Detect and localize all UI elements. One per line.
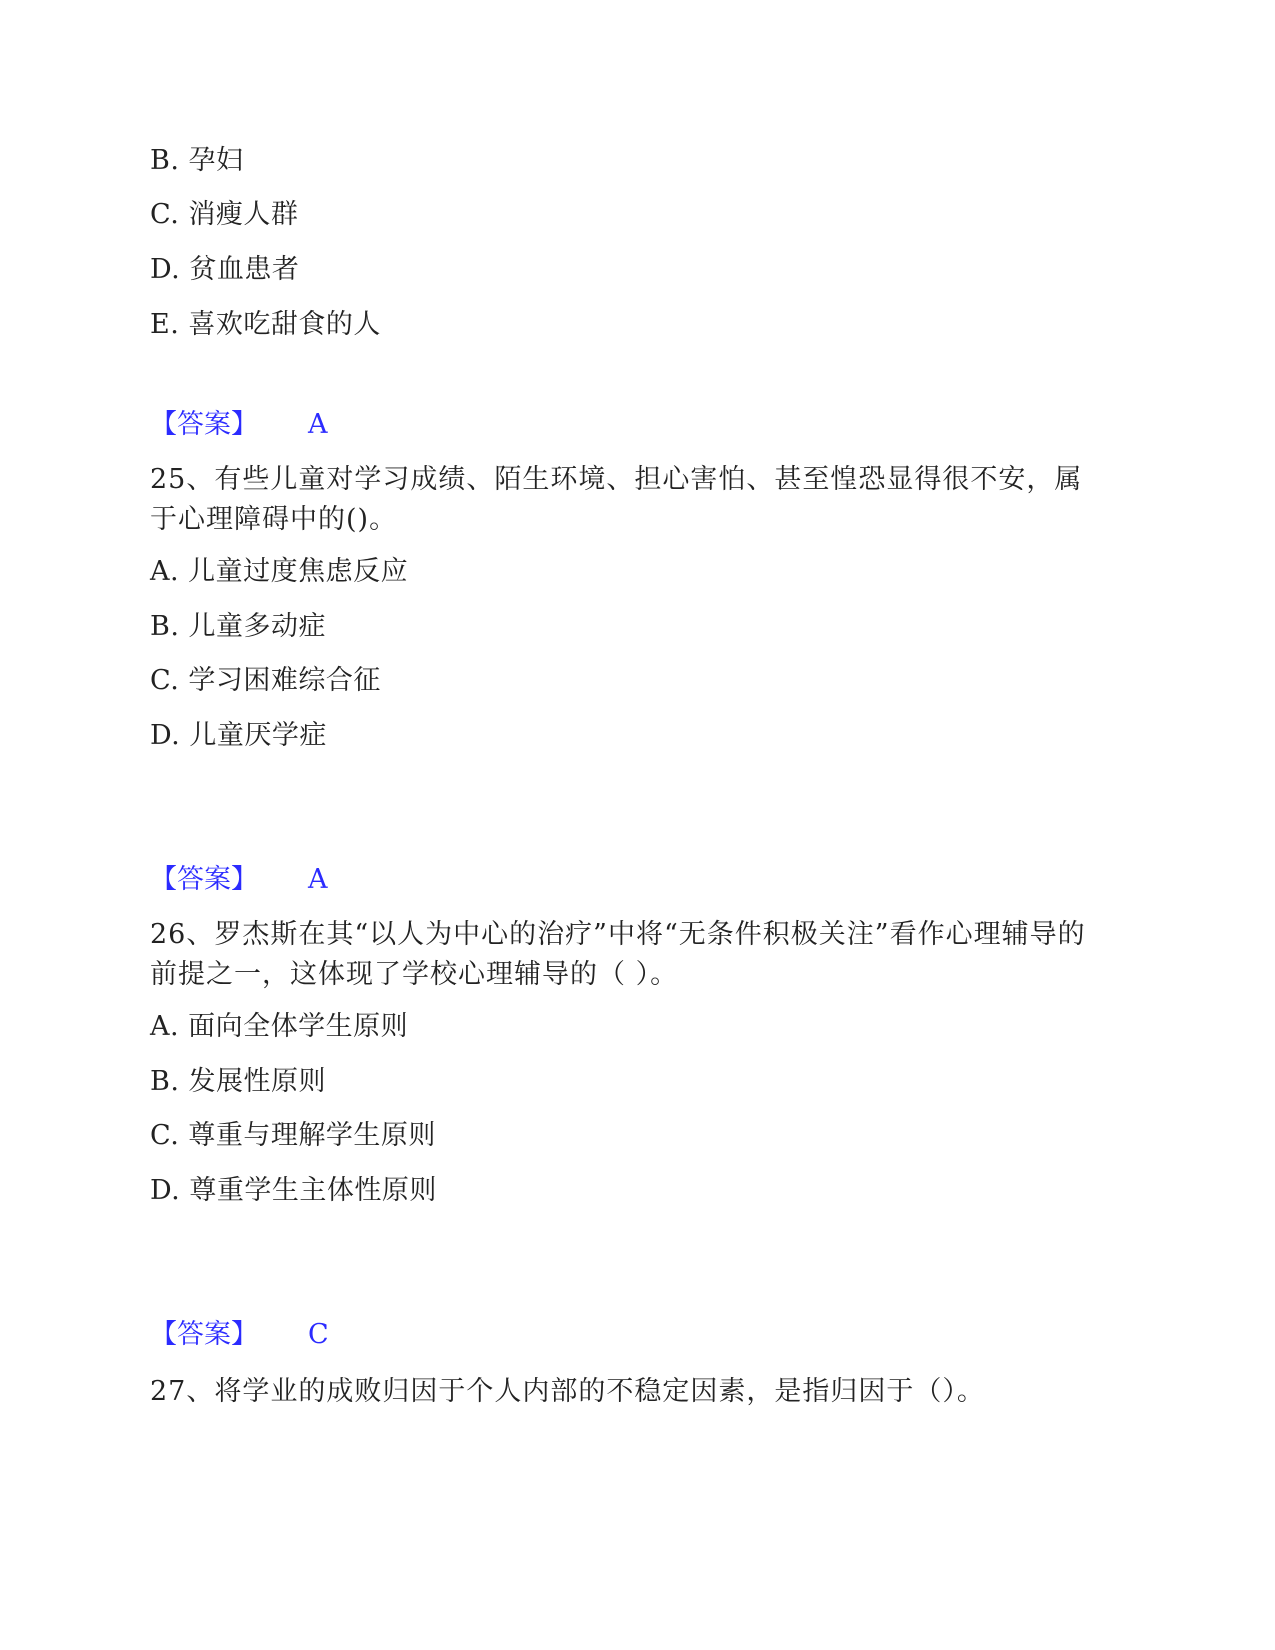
q25-option-a: A. 儿童过度焦虑反应 — [150, 556, 409, 587]
q25-answer — [150, 863, 328, 897]
q24-option-d: D. 贫血患者 — [150, 254, 300, 285]
q25-option-c: C. 学习困难综合征 — [150, 665, 381, 696]
answer-label: 【答案】 — [150, 409, 258, 440]
q25-option-b: B. 儿童多动症 — [150, 611, 327, 642]
answer-value: A — [308, 409, 328, 440]
q26-answer — [150, 1318, 329, 1352]
answer-label: 【答案】 — [150, 1319, 258, 1350]
answer-value: C — [308, 1319, 329, 1350]
q25-stem: 25、有些儿童对学习成绩、陌生环境、担心害怕、甚至惶恐显得很不安，属于心理障碍中的()。 — [150, 464, 1083, 535]
answer-value: A — [308, 864, 328, 895]
q26-option-c: C. 尊重与理解学生原则 — [150, 1120, 436, 1151]
q24-option-c: C. 消瘦人群 — [150, 199, 299, 230]
q27-stem: 27、将学业的成败归因于个人内部的不稳定因素，是指归因于（）。 — [150, 1376, 985, 1407]
answer-label: 【答案】 — [150, 864, 258, 895]
q26-option-a: A. 面向全体学生原则 — [150, 1011, 409, 1042]
q25-option-d: D. 儿童厌学症 — [150, 720, 327, 751]
q26-stem: 26、罗杰斯在其“以人为中心的治疗”中将“无条件积极关注”看作心理辅导的前提之一，这体现了学校心理辅导的（ ）。 — [150, 919, 1086, 990]
q26-option-d: D. 尊重学生主体性原则 — [150, 1175, 437, 1206]
q24-option-b: B. 孕妇 — [150, 145, 244, 176]
q24-option-e: E. 喜欢吃甜食的人 — [150, 309, 381, 340]
q24-answer — [150, 408, 328, 442]
q26-option-b: B. 发展性原则 — [150, 1066, 327, 1097]
